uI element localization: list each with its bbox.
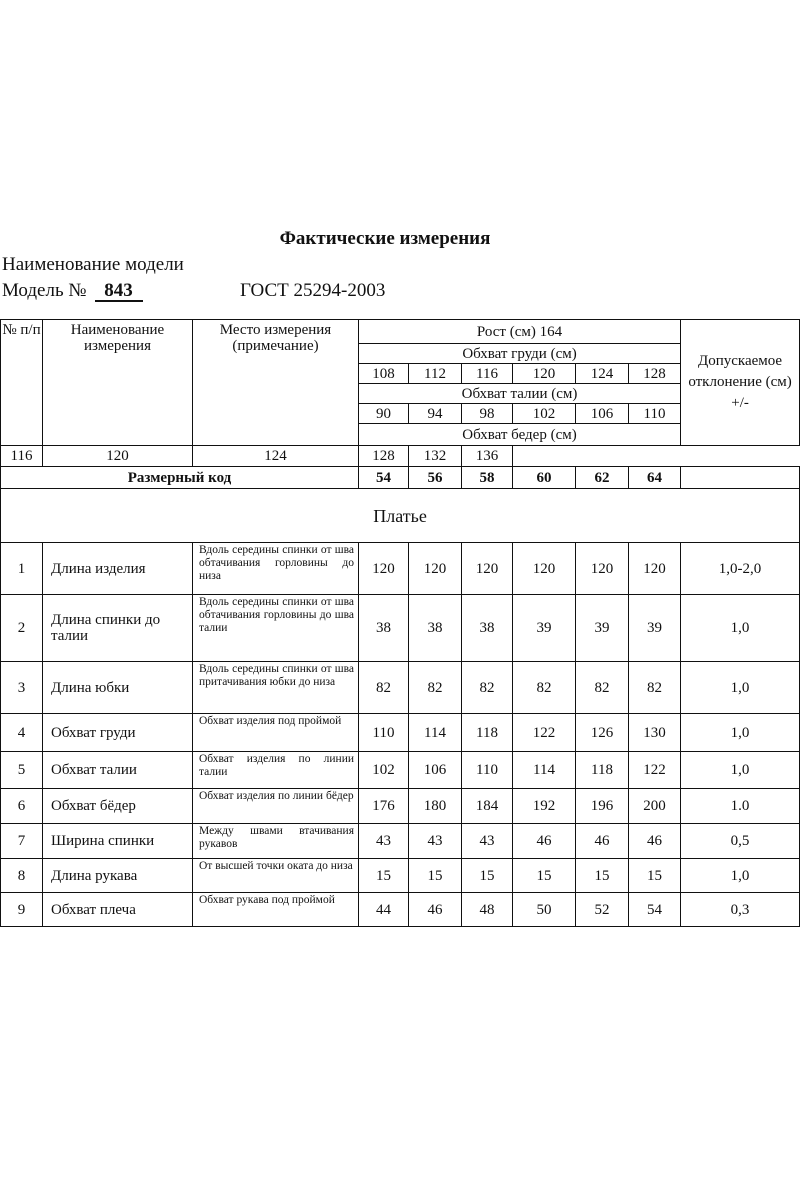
size-code-row — [1, 467, 800, 489]
size-code-label: Размерный код — [1, 467, 359, 489]
measurement-place: Обхват рукава под проймой — [193, 893, 359, 927]
chest-value-4: 120 — [513, 364, 576, 384]
hip-value-3: 124 — [193, 446, 359, 467]
row-number: 9 — [1, 893, 43, 927]
size-code-3: 58 — [462, 467, 513, 489]
measurement-tolerance: 1.0 — [681, 789, 800, 824]
size-code-2: 56 — [409, 467, 462, 489]
waist-value-5: 106 — [576, 404, 629, 424]
measurement-value-4: 82 — [513, 662, 576, 714]
size-code-6: 64 — [629, 467, 681, 489]
measurement-value-6: 39 — [629, 595, 681, 662]
measurement-name: Обхват плеча — [43, 893, 193, 927]
measurement-value-3: 118 — [462, 714, 513, 752]
measurement-rows — [1, 543, 800, 927]
measurement-value-3: 184 — [462, 789, 513, 824]
measurement-name: Обхват бёдер — [43, 789, 193, 824]
measurement-value-5: 39 — [576, 595, 629, 662]
header-waist: Обхват талии (см) — [359, 384, 681, 404]
chest-value-3: 116 — [462, 364, 513, 384]
measurement-place: Вдоль середины спинки от шва притачивания юбки до низа — [193, 662, 359, 714]
measurement-place: Между швами втачивания рукавов — [193, 824, 359, 859]
measurement-value-1: 15 — [359, 859, 409, 893]
waist-value-2: 94 — [409, 404, 462, 424]
waist-value-6: 110 — [629, 404, 681, 424]
measurement-place: Обхват изделия по линии бёдер — [193, 789, 359, 824]
measurement-value-2: 106 — [409, 752, 462, 789]
hip-value-2: 120 — [43, 446, 193, 467]
table-row — [1, 714, 800, 752]
table-header — [1, 320, 800, 543]
measurement-value-3: 48 — [462, 893, 513, 927]
document-title: Фактические измерения — [279, 228, 491, 249]
row-number: 1 — [1, 543, 43, 595]
measurement-value-4: 192 — [513, 789, 576, 824]
model-number: 843 — [95, 282, 143, 302]
measurement-name: Длина рукава — [43, 859, 193, 893]
table-row — [1, 824, 800, 859]
measurement-value-6: 122 — [629, 752, 681, 789]
measurement-value-2: 180 — [409, 789, 462, 824]
header-place: Место измерения (примечание) — [193, 320, 359, 446]
model-name-label: Наименование модели — [2, 254, 184, 275]
table-row — [1, 543, 800, 595]
row-number: 5 — [1, 752, 43, 789]
measurements-table — [0, 319, 800, 927]
measurement-place: От высшей точки оката до низа — [193, 859, 359, 893]
measurement-place: Вдоль середины спинки от шва обтачивания горловины до шва талии — [193, 595, 359, 662]
measurement-value-1: 44 — [359, 893, 409, 927]
measurement-value-4: 114 — [513, 752, 576, 789]
measurement-value-2: 43 — [409, 824, 462, 859]
table-row — [1, 752, 800, 789]
measurement-value-2: 15 — [409, 859, 462, 893]
measurement-value-3: 120 — [462, 543, 513, 595]
measurement-value-3: 38 — [462, 595, 513, 662]
header-chest: Обхват груди (см) — [359, 344, 681, 364]
row-number: 4 — [1, 714, 43, 752]
measurement-name: Длина спинки до талии — [43, 595, 193, 662]
measurement-value-6: 54 — [629, 893, 681, 927]
measurement-value-2: 114 — [409, 714, 462, 752]
header-name: Наименование измерения — [43, 320, 193, 446]
table-row — [1, 789, 800, 824]
measurement-value-5: 126 — [576, 714, 629, 752]
measurement-tolerance: 1,0 — [681, 752, 800, 789]
measurement-place: Вдоль середины спинки от шва обтачивания горловины до низа — [193, 543, 359, 595]
model-label: Модель № — [2, 280, 87, 301]
measurement-value-6: 200 — [629, 789, 681, 824]
gost-standard: ГОСТ 25294-2003 — [240, 280, 386, 301]
measurement-value-5: 120 — [576, 543, 629, 595]
measurement-value-6: 82 — [629, 662, 681, 714]
measurement-value-4: 122 — [513, 714, 576, 752]
measurement-value-2: 38 — [409, 595, 462, 662]
measurement-value-5: 196 — [576, 789, 629, 824]
row-number: 3 — [1, 662, 43, 714]
row-number: 7 — [1, 824, 43, 859]
measurement-value-4: 120 — [513, 543, 576, 595]
measurement-value-5: 15 — [576, 859, 629, 893]
measurement-tolerance: 1,0 — [681, 859, 800, 893]
measurement-place: Обхват изделия по линии талии — [193, 752, 359, 789]
measurement-place: Обхват изделия под проймой — [193, 714, 359, 752]
header-hips: Обхват бедер (см) — [359, 424, 681, 446]
chest-value-6: 128 — [629, 364, 681, 384]
measurement-value-6: 120 — [629, 543, 681, 595]
measurement-value-1: 120 — [359, 543, 409, 595]
hip-value-4: 128 — [359, 446, 409, 467]
table-row — [1, 893, 800, 927]
hip-value-5: 132 — [409, 446, 462, 467]
measurement-value-4: 50 — [513, 893, 576, 927]
measurement-value-3: 43 — [462, 824, 513, 859]
row-number: 2 — [1, 595, 43, 662]
measurement-name: Длина изделия — [43, 543, 193, 595]
measurement-value-4: 39 — [513, 595, 576, 662]
measurement-value-5: 82 — [576, 662, 629, 714]
measurement-value-1: 176 — [359, 789, 409, 824]
size-code-5: 62 — [576, 467, 629, 489]
measurement-tolerance: 0,3 — [681, 893, 800, 927]
waist-value-1: 90 — [359, 404, 409, 424]
hip-value-6: 136 — [462, 446, 513, 467]
size-code-tolerance-empty — [681, 467, 800, 489]
measurement-value-6: 130 — [629, 714, 681, 752]
measurement-value-3: 110 — [462, 752, 513, 789]
measurement-value-5: 52 — [576, 893, 629, 927]
table-row — [1, 595, 800, 662]
waist-value-4: 102 — [513, 404, 576, 424]
chest-value-1: 108 — [359, 364, 409, 384]
measurement-name: Длина юбки — [43, 662, 193, 714]
measurement-value-2: 46 — [409, 893, 462, 927]
model-line — [2, 280, 143, 302]
measurement-name: Обхват талии — [43, 752, 193, 789]
measurement-value-2: 82 — [409, 662, 462, 714]
measurement-tolerance: 1,0 — [681, 714, 800, 752]
table-row — [1, 859, 800, 893]
section-title: Платье — [1, 489, 800, 543]
measurement-value-1: 82 — [359, 662, 409, 714]
measurement-value-6: 15 — [629, 859, 681, 893]
measurement-tolerance: 1,0 — [681, 662, 800, 714]
measurement-name: Ширина спинки — [43, 824, 193, 859]
waist-value-3: 98 — [462, 404, 513, 424]
measurement-value-1: 38 — [359, 595, 409, 662]
hip-values-row — [1, 446, 800, 467]
measurement-value-1: 110 — [359, 714, 409, 752]
row-number: 8 — [1, 859, 43, 893]
header-no: № п/п — [1, 320, 43, 446]
table-row — [1, 662, 800, 714]
measurement-value-1: 43 — [359, 824, 409, 859]
size-code-1: 54 — [359, 467, 409, 489]
measurement-value-4: 46 — [513, 824, 576, 859]
measurement-name: Обхват груди — [43, 714, 193, 752]
hip-value-1: 116 — [1, 446, 43, 467]
measurement-value-5: 46 — [576, 824, 629, 859]
measurement-value-2: 120 — [409, 543, 462, 595]
header-height: Рост (см) 164 — [359, 320, 681, 344]
chest-value-2: 112 — [409, 364, 462, 384]
row-number: 6 — [1, 789, 43, 824]
measurement-value-4: 15 — [513, 859, 576, 893]
size-code-4: 60 — [513, 467, 576, 489]
chest-value-5: 124 — [576, 364, 629, 384]
measurement-value-1: 102 — [359, 752, 409, 789]
header-tolerance: Допускаемое отклонение (см) +/- — [681, 320, 800, 446]
measurement-value-5: 118 — [576, 752, 629, 789]
measurement-tolerance: 1,0-2,0 — [681, 543, 800, 595]
measurement-tolerance: 0,5 — [681, 824, 800, 859]
measurement-value-6: 46 — [629, 824, 681, 859]
measurement-value-3: 82 — [462, 662, 513, 714]
measurement-tolerance: 1,0 — [681, 595, 800, 662]
measurement-value-3: 15 — [462, 859, 513, 893]
